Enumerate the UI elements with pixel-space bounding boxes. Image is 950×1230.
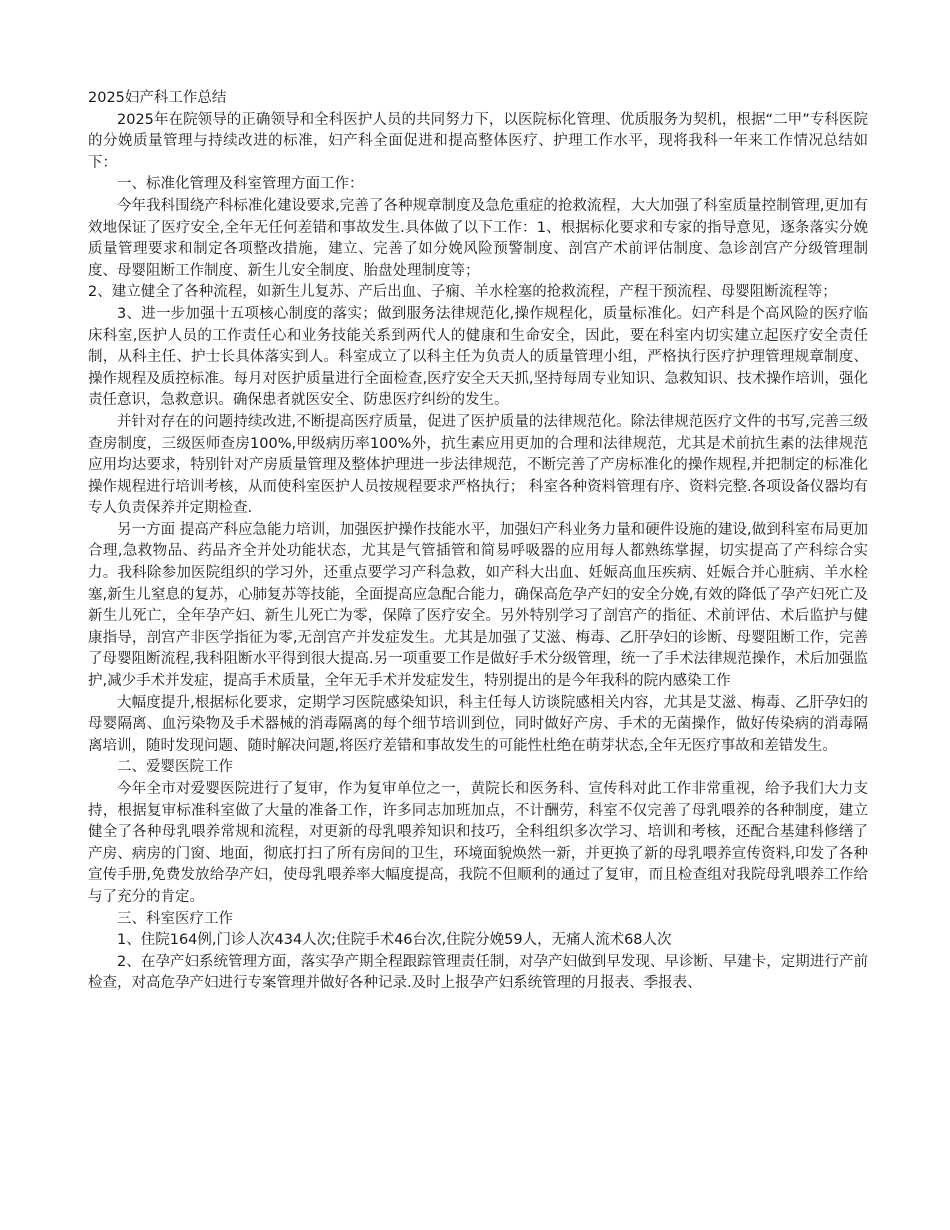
document-body [88, 110, 868, 995]
paragraph: 2、在孕产妇系统管理方面，落实孕产期全程跟踪管理责任制，对孕产妇做到早发现、早诊断、早建卡，定期进行产前检查，对高危孕产妇进行专案管理并做好各种记录.及时上报孕产妇系统管理的月报表、季报表、 [88, 953, 868, 992]
paragraph: 2、建立健全了各种流程，如新生儿复苏、产后出血、子痫、羊水栓塞的抢救流程，产程干预流程、母婴阻断流程等； [88, 284, 837, 301]
paragraph: 2025年在院领导的正确领导和全科医护人员的共同努力下，以医院标化管理、优质服务为契机，根据“二甲”专科医院的分娩质量管理与持续改进的标准，妇产科全面促进和提高整体医疗、护理工作水平，现将我科一年来工作情况总结如下： [88, 111, 868, 171]
paragraph: 并针对存在的问题持续改进,不断提高医疗质量，促进了医护质量的法律规范化。除法律规范医疗文件的书写,完善三级查房制度，三级医师查房100%,甲级病历率100%外，抗生素应用更加的合理和法律规范，尤其是术前抗生素的法律规范应用均达要求，特别针对产房质量管理及整体护理进一步法律规范，不断完善了产房标准化的操作规程,并把制定的标准化操作规程进行培训考核，从而使科室医护人员按规程要求严格执行； 科室各种资料管理有序、资料完整.各项设备仪器均有专人负责保养并定期检查. [88, 413, 868, 517]
paragraph: 3、进一步加强十五项核心制度的落实；做到服务法律规范化,操作规程化，质量标准化。妇产科是个高风险的医疗临床科室,医护人员的工作责任心和业务技能关系到两代人的健康和生命安全，因此，要在科室内切实建立起医疗安全责任制，从科主任、护士长具体落实到人。科室成立了以科主任为负责人的质量管理小组，严格执行医疗护理管理规章制度、操作规程及质控标准。每月对医护质量进行全面检查,医疗安全天天抓,坚持每周专业知识、急救知识、技术操作培训，强化责任意识，急救意识。确保患者就医安全、防患医疗纠纷的发生。 [88, 305, 868, 409]
paragraph: 二、爱婴医院工作 [117, 759, 233, 776]
paragraph: 1、住院164例,门诊人次434人次;住院手术46台次,住院分娩59人，无痛人流术68人次 [117, 932, 672, 949]
document-title: 2025妇产科工作总结 [88, 90, 227, 106]
paragraph: 今年全市对爱婴医院进行了复审，作为复审单位之一，黄院长和医务科、宣传科对此工作非常重视，给予我们大力支持，根据复审标准科室做了大量的准备工作，许多同志加班加点，不计酬劳，科室不仅完善了母乳喂养的各种制度，建立健全了各种母乳喂养常规和流程，对更新的母乳喂养知识和技巧，全科组织多次学习、培训和考核，还配合基建科修缮了产房、病房的门窗、地面，彻底打扫了所有房间的卫生，环境面貌焕然一新，并更换了新的母乳喂养宣传资料,印发了各种宣传手册,免费发放给孕产妇，使母乳喂养率大幅度提高，我院不但顺利的通过了复审，而且检查组对我院母乳喂养工作给与了充分的肯定。 [88, 781, 868, 905]
paragraph: 一、标准化管理及科室管理方面工作： [117, 176, 364, 193]
paragraph: 三、科室医疗工作 [117, 910, 233, 927]
paragraph: 另一方面 提高产科应急能力培训，加强医护操作技能水平，加强妇产科业务力量和硬件设施的建设,做到科室布局更加合理,急救物品、药品齐全并处功能状态，尤其是气管插管和简易呼吸器的应用每人都熟练掌握，切实提高了产科综合实力。我科除参加医院组织的学习外，还重点要学习产科急救，如产科大出血、妊娠高血压疾病、妊娠合并心脏病、羊水栓塞,新生儿窒息的复苏，心肺复苏等技能，全面提高应急配合能力，确保高危孕产妇的安全分娩,有效的降低了孕产妇死亡及新生儿死亡，全年孕产妇、新生儿死亡为零，保障了医疗安全。另外特别学习了剖宫产的指征、术前评估、术后监护与健康指导，剖宫产非医学指征为零,无剖宫产并发症发生。尤其是加强了艾滋、梅毒、乙肝孕妇的诊断、母婴阻断工作，完善了母婴阻断流程,我科阻断水平得到很大提高.另一项重要工作是做好手术分级管理，统一了手术法律规范操作，术后加强监护,减少手术并发症，提高手术质量，全年无手术并发症发生，特别提出的是今年我科的院内感染工作 [88, 521, 868, 690]
paragraph: 今年我科围绕产科标准化建设要求,完善了各种规章制度及急危重症的抢救流程，大大加强了科室质量控制管理,更加有效地保证了医疗安全,全年无任何差错和事故发生.具体做了以下工作：1、根据标化要求和专家的指导意见，逐条落实分娩质量管理要求和制定各项整改措施，建立、完善了如分娩风险预警制度、剖宫产术前评估制度、急诊剖宫产分级管理制度、母婴阻断工作制度、新生儿安全制度、胎盘处理制度等； [88, 197, 868, 279]
paragraph: 大幅度提升,根据标化要求，定期学习医院感染知识，科主任每人访谈院感相关内容，尤其是艾滋、梅毒、乙肝孕妇的母婴隔离、血污染物及手术器械的消毒隔离的每个细节培训到位，同时做好产房、手术的无菌操作，做好传染病的消毒隔离培训，随时发现问题、随时解决问题,将医疗差错和事故发生的可能性杜绝在萌芽状态,全年无医疗事故和差错发生。 [88, 694, 868, 754]
